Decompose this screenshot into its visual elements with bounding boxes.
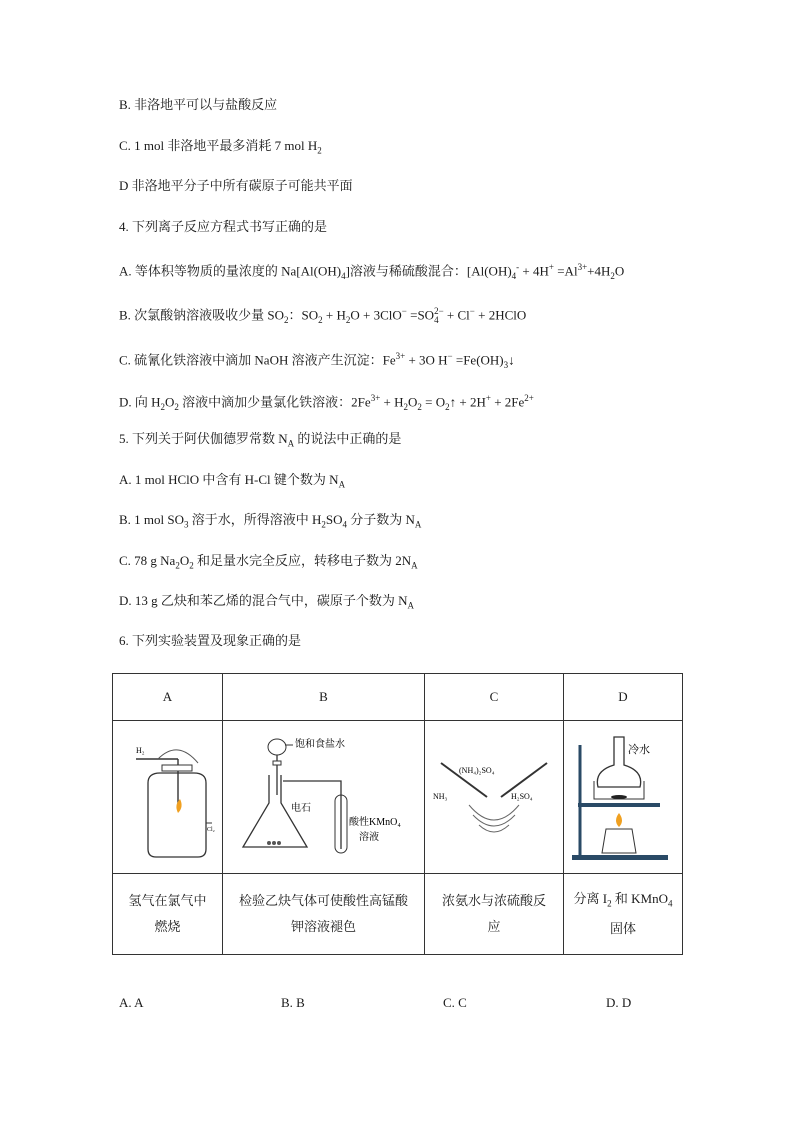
table-header-c: C bbox=[425, 674, 564, 721]
q6-choice-c: C. C bbox=[443, 995, 467, 1010]
caption-b: 检验乙炔气体可使酸性高锰酸 钾溶液褪色 bbox=[223, 874, 425, 955]
figure-c-glass-rods bbox=[429, 725, 559, 865]
svg-text:电石: 电石 bbox=[290, 803, 311, 814]
q3-option-d: D 非洛地平分子中所有碳原子可能共平面 bbox=[119, 178, 353, 193]
table-header-a: A bbox=[113, 674, 223, 721]
q6-choice-a: A. A bbox=[119, 995, 144, 1010]
q5-stem: 5. 下列关于阿伏伽德罗常数 $N_A$ 的说法中正确的是 bbox=[119, 431, 402, 449]
figure-b-apparatus bbox=[229, 725, 419, 865]
svg-text:酸性KMnO₄: 酸性KMnO₄ bbox=[348, 817, 401, 828]
q4-option-c: C. 硫氰化铁溶液中滴加 NaOH 溶液产生沉淀：$Fe^{3+} + 3O$ $H^- =Fe(OH)_3↓$ bbox=[119, 351, 515, 370]
svg-text:H₂: H₂ bbox=[135, 746, 145, 755]
q6-choice-d: D. D bbox=[606, 995, 632, 1010]
q5-option-b: B. 1 mol $SO_3$ 溶于水，所得溶液中 $H_2SO_4$ 分子数为 $N_A$ bbox=[119, 512, 422, 530]
q6-choice-b: B. B bbox=[281, 995, 305, 1010]
table-header-b: B bbox=[223, 674, 425, 721]
svg-text:饱和食盐水: 饱和食盐水 bbox=[294, 739, 345, 750]
q4-option-b: B. 次氯酸钠溶液吸收少量 $SO_2$：$SO_2 + H_2O + 3ClO^- =SO$ 2− 4 + Cl− + 2HClO bbox=[119, 306, 527, 326]
q6-stem: 6. 下列实验装置及现象正确的是 bbox=[119, 633, 302, 648]
table-header-d: D bbox=[564, 674, 683, 721]
svg-text:冷水: 冷水 bbox=[628, 744, 650, 756]
svg-text:Cl₂: Cl₂ bbox=[206, 827, 215, 833]
caption-d: 分离 $I_2$ 和 KMnO$_4$ 固体 bbox=[564, 874, 683, 955]
q5-option-c: C. 78 g $Na_2O_2$ 和足量水完全反应，转移电子数为 $2N_A$ bbox=[119, 553, 418, 571]
svg-text:溶液: 溶液 bbox=[358, 832, 379, 843]
experiment-table bbox=[112, 673, 683, 955]
q4-option-a: A. 等体积等物质的量浓度的 $Na[Al(OH)_4]$溶液与稀硫酸混合：[$Al(OH)_4^- + 4H^+ =Al^{3+}+4H_2O$ bbox=[119, 262, 625, 281]
caption-c: 浓氨水与浓硫酸反 应 bbox=[425, 874, 564, 955]
figure-c-cell bbox=[425, 721, 564, 874]
figure-d-sublimation bbox=[568, 725, 678, 865]
q3-option-c: C. 1 mol 非洛地平最多消耗 7 mol $H_2$ bbox=[119, 138, 322, 156]
svg-text:NH₃: NH₃ bbox=[433, 792, 448, 801]
q4-stem: 4. 下列离子反应方程式书写正确的是 bbox=[119, 219, 328, 234]
q3-option-b: B. 非洛地平可以与盐酸反应 bbox=[119, 97, 278, 112]
svg-text:(NH₄)₂SO₄: (NH₄)₂SO₄ bbox=[459, 766, 495, 775]
q5-option-a: A. 1 mol HClO 中含有 H-Cl 键个数为 $N_A$ bbox=[119, 472, 346, 490]
figure-d-cell bbox=[564, 721, 683, 874]
svg-text:H₂SO₄: H₂SO₄ bbox=[511, 792, 533, 801]
figure-a-cell bbox=[113, 721, 223, 874]
q4-option-d: D. 向 $H_2O_2$ 溶液中滴加少量氯化铁溶液：$2Fe^{3+} + H_2O_2$ = $O_2↑ + 2H^+ + 2Fe^{2+}$ bbox=[119, 393, 534, 412]
figure-a-gas-bottle bbox=[118, 725, 218, 865]
caption-a: 氢气在氯气中 燃烧 bbox=[113, 874, 223, 955]
q5-option-d: D. 13 g 乙炔和苯乙烯的混合气中，碳原子个数为 $N_A$ bbox=[119, 593, 415, 611]
figure-b-cell bbox=[223, 721, 425, 874]
